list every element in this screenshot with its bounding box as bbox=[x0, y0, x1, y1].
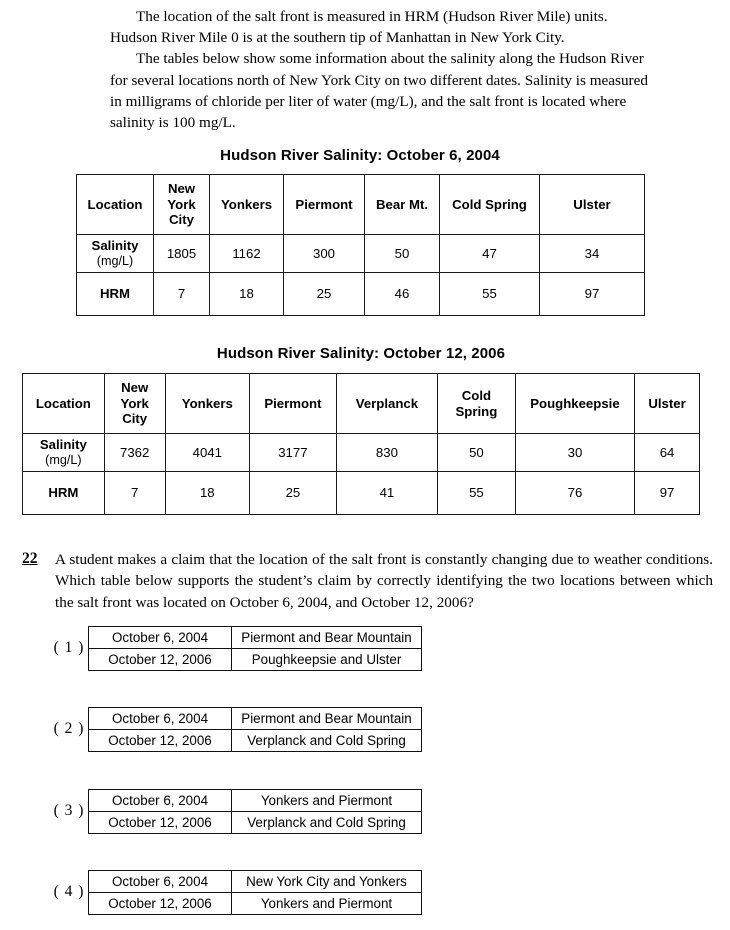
salinity-unit-text: (mg/L) bbox=[45, 452, 82, 467]
salinity-value-1: 4041 bbox=[165, 434, 249, 472]
table-row bbox=[89, 708, 422, 730]
hrm-value-5: 76 bbox=[515, 472, 634, 515]
intro-paragraph-1: The location of the salt front is measured in HRM (Hudson River Mile) units. Hudson River Mile 0 is at the southern tip of Manhattan in New York City. bbox=[110, 8, 608, 47]
table-row bbox=[89, 893, 422, 915]
header-location-label: Location bbox=[77, 175, 154, 235]
salinity-value-5: 30 bbox=[515, 434, 634, 472]
header-location-6: Ulster bbox=[635, 374, 700, 434]
header-location-4: Cold Spring bbox=[438, 374, 516, 434]
table-title-2006: Hudson River Salinity: October 12, 2006 bbox=[216, 345, 506, 362]
table-row bbox=[89, 812, 422, 834]
hrm-value-3: 41 bbox=[336, 472, 437, 515]
salinity-unit-text: (mg/L) bbox=[96, 253, 134, 268]
answer-choice-3-table[interactable] bbox=[88, 789, 422, 834]
table-row bbox=[23, 472, 700, 515]
answer-choice-1-label: ( 1 ) bbox=[53, 639, 85, 656]
table-row bbox=[77, 235, 645, 273]
table-row bbox=[77, 175, 645, 235]
answer-choice-1-table[interactable] bbox=[88, 626, 422, 671]
table-row bbox=[23, 434, 700, 472]
table-row bbox=[77, 273, 645, 316]
choice-3-row-1-answer: Yonkers and Piermont bbox=[232, 790, 422, 812]
answer-choice-3[interactable] bbox=[52, 789, 432, 839]
choice-2-row-2-answer: Verplanck and Cold Spring bbox=[232, 730, 422, 752]
salinity-value-2: 3177 bbox=[249, 434, 336, 472]
table-row bbox=[23, 374, 700, 434]
header-location-label: Location bbox=[23, 374, 105, 434]
choice-1-row-2-answer: Poughkeepsie and Ulster bbox=[232, 649, 422, 671]
hrm-value-1: 18 bbox=[210, 273, 284, 316]
salinity-value-3: 830 bbox=[336, 434, 437, 472]
salinity-table-2006 bbox=[22, 373, 700, 515]
choice-2-row-1-date: October 6, 2004 bbox=[89, 708, 232, 730]
intro-passage bbox=[110, 6, 656, 133]
question-number: 22 bbox=[22, 550, 38, 567]
answer-choice-2[interactable] bbox=[52, 707, 432, 757]
salinity-value-0: 1805 bbox=[154, 235, 210, 273]
salinity-value-4: 47 bbox=[440, 235, 540, 273]
hrm-value-2: 25 bbox=[249, 472, 336, 515]
table-row bbox=[89, 627, 422, 649]
salinity-table-2004 bbox=[76, 174, 645, 316]
hrm-value-2: 25 bbox=[284, 273, 365, 316]
hrm-value-0: 7 bbox=[104, 472, 165, 515]
hrm-value-3: 46 bbox=[365, 273, 440, 316]
table-row bbox=[89, 790, 422, 812]
header-location-0: New York City bbox=[104, 374, 165, 434]
row-label-salinity bbox=[77, 235, 154, 273]
question-text: A student makes a claim that the location of the salt front is constantly changing due to weather conditions. Which table below supports the student’s claim by correctly identifying the two locations between which the salt front was located on October 6, 2004, and October 12, 2006? bbox=[55, 551, 713, 611]
header-location-1: Yonkers bbox=[210, 175, 284, 235]
salinity-value-4: 50 bbox=[438, 434, 516, 472]
choice-1-row-1-date: October 6, 2004 bbox=[89, 627, 232, 649]
hrm-value-6: 97 bbox=[635, 472, 700, 515]
salinity-label-text: Salinity bbox=[91, 238, 139, 253]
row-label-salinity bbox=[23, 434, 105, 472]
salinity-value-2: 300 bbox=[284, 235, 365, 273]
choice-2-row-2-date: October 12, 2006 bbox=[89, 730, 232, 752]
answer-choice-3-label: ( 3 ) bbox=[53, 802, 85, 819]
choice-1-row-2-date: October 12, 2006 bbox=[89, 649, 232, 671]
header-location-0: New York City bbox=[154, 175, 210, 235]
choice-3-row-2-date: October 12, 2006 bbox=[89, 812, 232, 834]
header-location-5: Ulster bbox=[540, 175, 645, 235]
choice-4-row-2-answer: Yonkers and Piermont bbox=[232, 893, 422, 915]
row-label-hrm: HRM bbox=[23, 472, 105, 515]
choice-3-row-2-answer: Verplanck and Cold Spring bbox=[232, 812, 422, 834]
header-location-5: Poughkeepsie bbox=[515, 374, 634, 434]
salinity-label-text: Salinity bbox=[39, 437, 87, 452]
answer-choice-4-label: ( 4 ) bbox=[53, 883, 85, 900]
salinity-value-6: 64 bbox=[635, 434, 700, 472]
answer-choice-4[interactable] bbox=[52, 870, 432, 920]
header-location-1: Yonkers bbox=[165, 374, 249, 434]
hrm-value-4: 55 bbox=[440, 273, 540, 316]
header-location-3: Bear Mt. bbox=[365, 175, 440, 235]
hrm-value-1: 18 bbox=[165, 472, 249, 515]
choice-3-row-1-date: October 6, 2004 bbox=[89, 790, 232, 812]
header-location-3: Verplanck bbox=[336, 374, 437, 434]
header-location-4: Cold Spring bbox=[440, 175, 540, 235]
salinity-value-5: 34 bbox=[540, 235, 645, 273]
choice-4-row-2-date: October 12, 2006 bbox=[89, 893, 232, 915]
answer-choice-2-table[interactable] bbox=[88, 707, 422, 752]
salinity-value-0: 7362 bbox=[104, 434, 165, 472]
row-label-hrm: HRM bbox=[77, 273, 154, 316]
hrm-value-0: 7 bbox=[154, 273, 210, 316]
choice-1-row-1-answer: Piermont and Bear Mountain bbox=[232, 627, 422, 649]
table-row bbox=[89, 730, 422, 752]
choice-4-row-1-answer: New York City and Yonkers bbox=[232, 871, 422, 893]
hrm-value-5: 97 bbox=[540, 273, 645, 316]
answer-choice-4-table[interactable] bbox=[88, 870, 422, 915]
intro-paragraph-2: The tables below show some information about the salinity along the Hudson River for several locations north of New York City on two different dates. Salinity is measured in milligrams of chloride per liter of water (mg/L), and the salt front is located where salinity is 100 mg/L. bbox=[110, 50, 648, 132]
choice-2-row-1-answer: Piermont and Bear Mountain bbox=[232, 708, 422, 730]
header-location-2: Piermont bbox=[249, 374, 336, 434]
answer-choice-2-label: ( 2 ) bbox=[53, 720, 85, 737]
choice-4-row-1-date: October 6, 2004 bbox=[89, 871, 232, 893]
salinity-value-1: 1162 bbox=[210, 235, 284, 273]
salinity-value-3: 50 bbox=[365, 235, 440, 273]
answer-choice-1[interactable] bbox=[52, 626, 432, 676]
table-title-2004: Hudson River Salinity: October 6, 2004 bbox=[220, 147, 500, 164]
header-location-2: Piermont bbox=[284, 175, 365, 235]
table-row bbox=[89, 649, 422, 671]
table-row bbox=[89, 871, 422, 893]
hrm-value-4: 55 bbox=[438, 472, 516, 515]
